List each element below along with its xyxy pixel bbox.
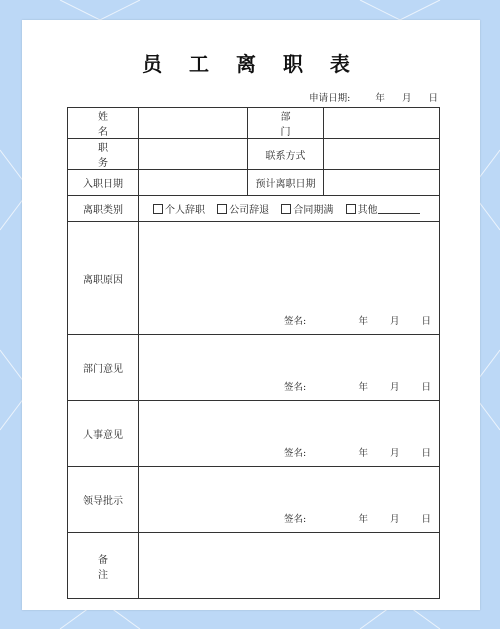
join-date-field[interactable] [139,170,248,196]
row-leader-approval [68,467,440,533]
checkbox-icon [153,204,163,214]
resignation-form-table [67,107,440,599]
department-label: 部 门 [248,108,324,139]
join-date-label: 入职日期 [68,170,139,196]
option-other[interactable]: 其他 [346,201,420,216]
option-personal-resign[interactable]: 个人辞职 [153,201,205,216]
hr-sign-label: 签名: [284,448,307,459]
checkbox-icon [281,204,291,214]
leader-sign-date: 年 月 日 [358,514,431,525]
leave-type-options [139,196,440,222]
name-field[interactable] [139,108,248,139]
expected-leave-date-field[interactable] [324,170,440,196]
row-dept-opinion [68,335,440,401]
dept-opinion-label: 部门意见 [68,335,139,401]
form-title: 员 工 离 职 表 [142,52,360,76]
reason-sign-label: 签名: [284,316,307,327]
apply-date-month: 月 [401,93,412,104]
option-contract-expired[interactable]: 合同期满 [281,201,333,216]
checkbox-icon [217,204,227,214]
hr-opinion-field[interactable] [139,401,440,467]
contact-field[interactable] [324,139,440,170]
reason-sign-date: 年 月 日 [358,316,431,327]
row-join-date [68,170,440,196]
position-field[interactable] [139,139,248,170]
leave-type-label: 离职类别 [68,196,139,222]
name-label: 姓 名 [68,108,139,139]
row-leave-type [68,196,440,222]
apply-date-year: 年 [375,93,385,104]
dept-sign-date: 年 月 日 [358,382,431,393]
row-name [68,108,440,139]
row-reason [68,222,440,335]
apply-date-line [309,90,438,104]
row-position [68,139,440,170]
reason-label: 离职原因 [68,222,139,335]
department-field[interactable] [324,108,440,139]
remark-field[interactable] [139,533,440,599]
leader-approval-label: 领导批示 [68,467,139,533]
remark-label: 备 注 [68,533,139,599]
hr-sign-date: 年 月 日 [358,448,431,459]
row-remark [68,533,440,599]
expected-leave-date-label: 预计离职日期 [248,170,324,196]
row-hr-opinion [68,401,440,467]
checkbox-icon [346,204,356,214]
dept-sign-label: 签名: [284,382,307,393]
leader-approval-field[interactable] [139,467,440,533]
leader-sign-label: 签名: [284,514,307,525]
apply-date-label: 申请日期: [309,93,351,104]
reason-field[interactable] [139,222,440,335]
contact-label: 联系方式 [248,139,324,170]
apply-date-day: 日 [428,93,438,104]
dept-opinion-field[interactable] [139,335,440,401]
option-company-dismissal[interactable]: 公司辞退 [217,201,269,216]
hr-opinion-label: 人事意见 [68,401,139,467]
other-blank-line[interactable] [378,204,420,214]
form-paper [22,20,480,610]
position-label: 职 务 [68,139,139,170]
